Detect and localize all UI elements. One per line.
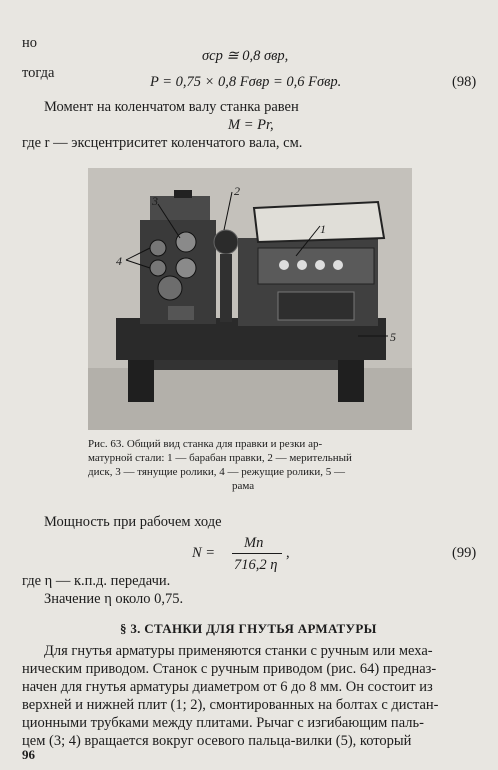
figure-label-5: 5 [390, 330, 396, 344]
text-line: но [22, 35, 38, 51]
text-line: Момент на коленчатом валу станка равен [44, 99, 299, 115]
text-line: где η — к.п.д. передачи. [22, 573, 171, 589]
equation-power-denominator: 716,2 η [234, 557, 278, 573]
equation-number: (98) [452, 74, 477, 90]
section-heading: § 3. СТАНКИ ДЛЯ ГНУТЬЯ АРМАТУРЫ [120, 621, 377, 636]
figure-label-1: 1 [320, 222, 326, 236]
fraction-bar [232, 553, 282, 554]
paragraph-line: начен для гнутья арматуры диаметром от 6 до 8 мм. Он состоит из [22, 679, 433, 695]
text-line: где r — эксцентриситет коленчатого вала, см. [22, 135, 303, 151]
paragraph-line: цем (3; 4) вращается вокруг осевого пальца-вилки (5), который [22, 733, 412, 749]
figure-caption-line: матурной стали: 1 — барабан правки, 2 — мерительный [88, 452, 352, 464]
machine-illustration [88, 168, 412, 430]
figure-caption-line: рама [232, 480, 255, 492]
paragraph-line: Для гнутья арматуры применяются станки с ручным или меха- [44, 643, 433, 659]
page-number: 96 [22, 747, 35, 762]
text-line: тогда [22, 65, 55, 81]
text-line: Значение η около 0,75. [44, 591, 184, 607]
figure-label-2: 2 [234, 184, 240, 198]
figure-caption-line: Рис. 63. Общий вид станка для правки и резки ар- [88, 438, 323, 450]
figure-label-4: 4 [116, 254, 122, 268]
equation-power-numerator: Mn [244, 535, 264, 551]
paragraph-line: верхней и нижней плит (1; 2), смонтированных на болтах с дистан- [22, 697, 439, 713]
equation-comma: , [286, 545, 290, 561]
paragraph-line: ционными трубками между плитами. Рычаг с изгибающим паль- [22, 715, 424, 731]
figure-photo-machine [88, 168, 412, 430]
equation-stress: σср ≅ 0,8 σвр, [202, 48, 289, 64]
equation-power-lhs: N = [192, 545, 216, 561]
equation-force: P = 0,75 × 0,8 Fσвр = 0,6 Fσвр. [150, 74, 342, 90]
text-line: Мощность при рабочем ходе [44, 514, 222, 530]
paragraph-line: ническим приводом. Станок с ручным приводом (рис. 64) предназ- [22, 661, 437, 677]
equation-moment: M = Pr, [228, 117, 274, 133]
figure-caption-line: диск, 3 — тянущие ролики, 4 — режущие ролики, 5 — [88, 466, 345, 478]
equation-number: (99) [452, 545, 477, 561]
figure-label-3: 3 [152, 194, 158, 208]
